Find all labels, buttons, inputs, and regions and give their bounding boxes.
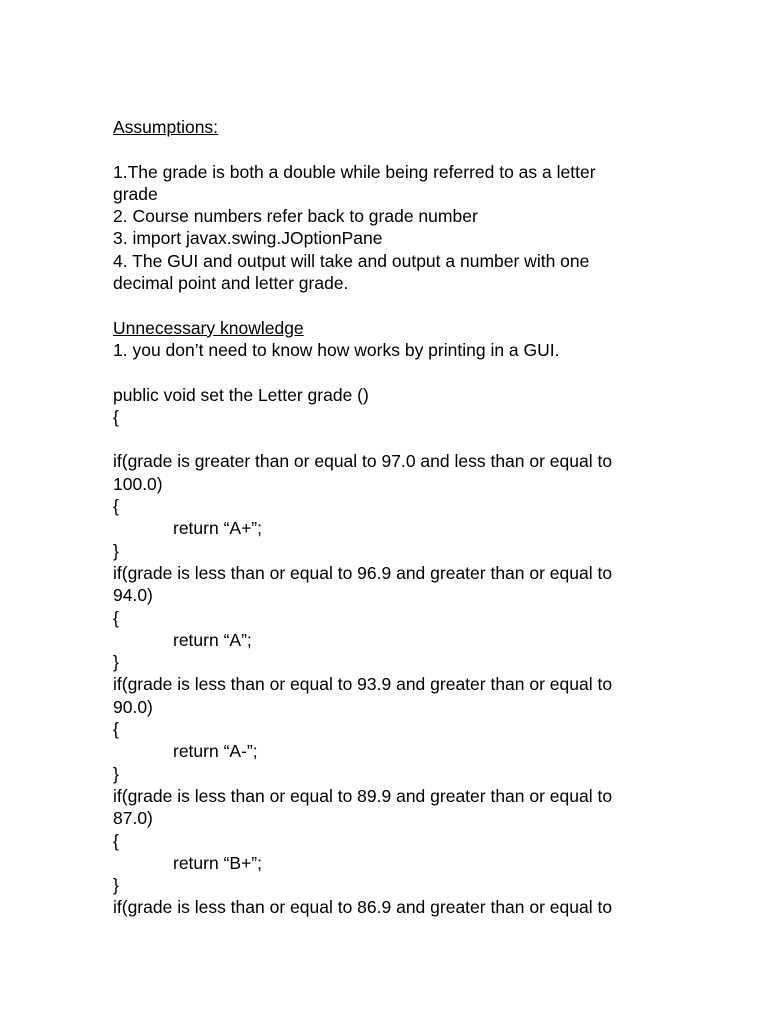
block-close-brace: }	[113, 652, 119, 673]
if-condition: 100.0)	[113, 473, 163, 494]
assumptions-heading: Assumptions:	[113, 117, 219, 137]
spacer	[113, 138, 673, 160]
if-condition: if(grade is less than or equal to 89.9 and greater than or equal to	[113, 785, 613, 806]
if-condition: if(grade is less than or equal to 93.9 and greater than or equal to	[113, 674, 613, 695]
assumption-line: grade	[113, 183, 158, 204]
assumption-line: 1.The grade is both a double while being referred to as a letter	[113, 161, 596, 182]
if-condition: if(grade is less than or equal to 86.9 and greater than or equal to	[113, 897, 613, 918]
unnecessary-line: 1. you don’t need to know how works by printing in a GUI.	[113, 339, 560, 360]
assumption-line: 2. Course numbers refer back to grade number	[113, 206, 478, 227]
if-condition: 90.0)	[113, 696, 153, 717]
block-close-brace: }	[113, 763, 119, 784]
spacer	[113, 294, 673, 316]
spacer	[113, 428, 673, 450]
if-condition: if(grade is less than or equal to 96.9 and greater than or equal to	[113, 562, 613, 583]
if-condition: 94.0)	[113, 585, 153, 606]
block-open-brace: {	[113, 607, 119, 628]
block-open-brace: {	[113, 719, 119, 740]
assumption-line: decimal point and letter grade.	[113, 273, 349, 294]
document-page	[113, 116, 673, 919]
block-close-brace: }	[113, 540, 119, 561]
return-statement: return “A”;	[173, 629, 252, 650]
if-condition: if(grade is greater than or equal to 97.0 and less than or equal to	[113, 451, 613, 472]
if-condition: 87.0)	[113, 808, 153, 829]
assumption-line: 3. import javax.swing.JOptionPane	[113, 228, 383, 249]
method-open-brace: {	[113, 406, 119, 427]
block-open-brace: {	[113, 496, 119, 517]
method-signature: public void set the Letter grade ()	[113, 384, 369, 405]
return-statement: return “A+”;	[173, 518, 262, 539]
block-open-brace: {	[113, 830, 119, 851]
spacer	[113, 361, 673, 383]
unnecessary-heading: Unnecessary knowledge	[113, 317, 304, 338]
block-close-brace: }	[113, 875, 119, 896]
return-statement: return “A-”;	[173, 741, 258, 762]
return-statement: return “B+”;	[173, 852, 262, 873]
assumption-line: 4. The GUI and output will take and output a number with one	[113, 250, 590, 271]
